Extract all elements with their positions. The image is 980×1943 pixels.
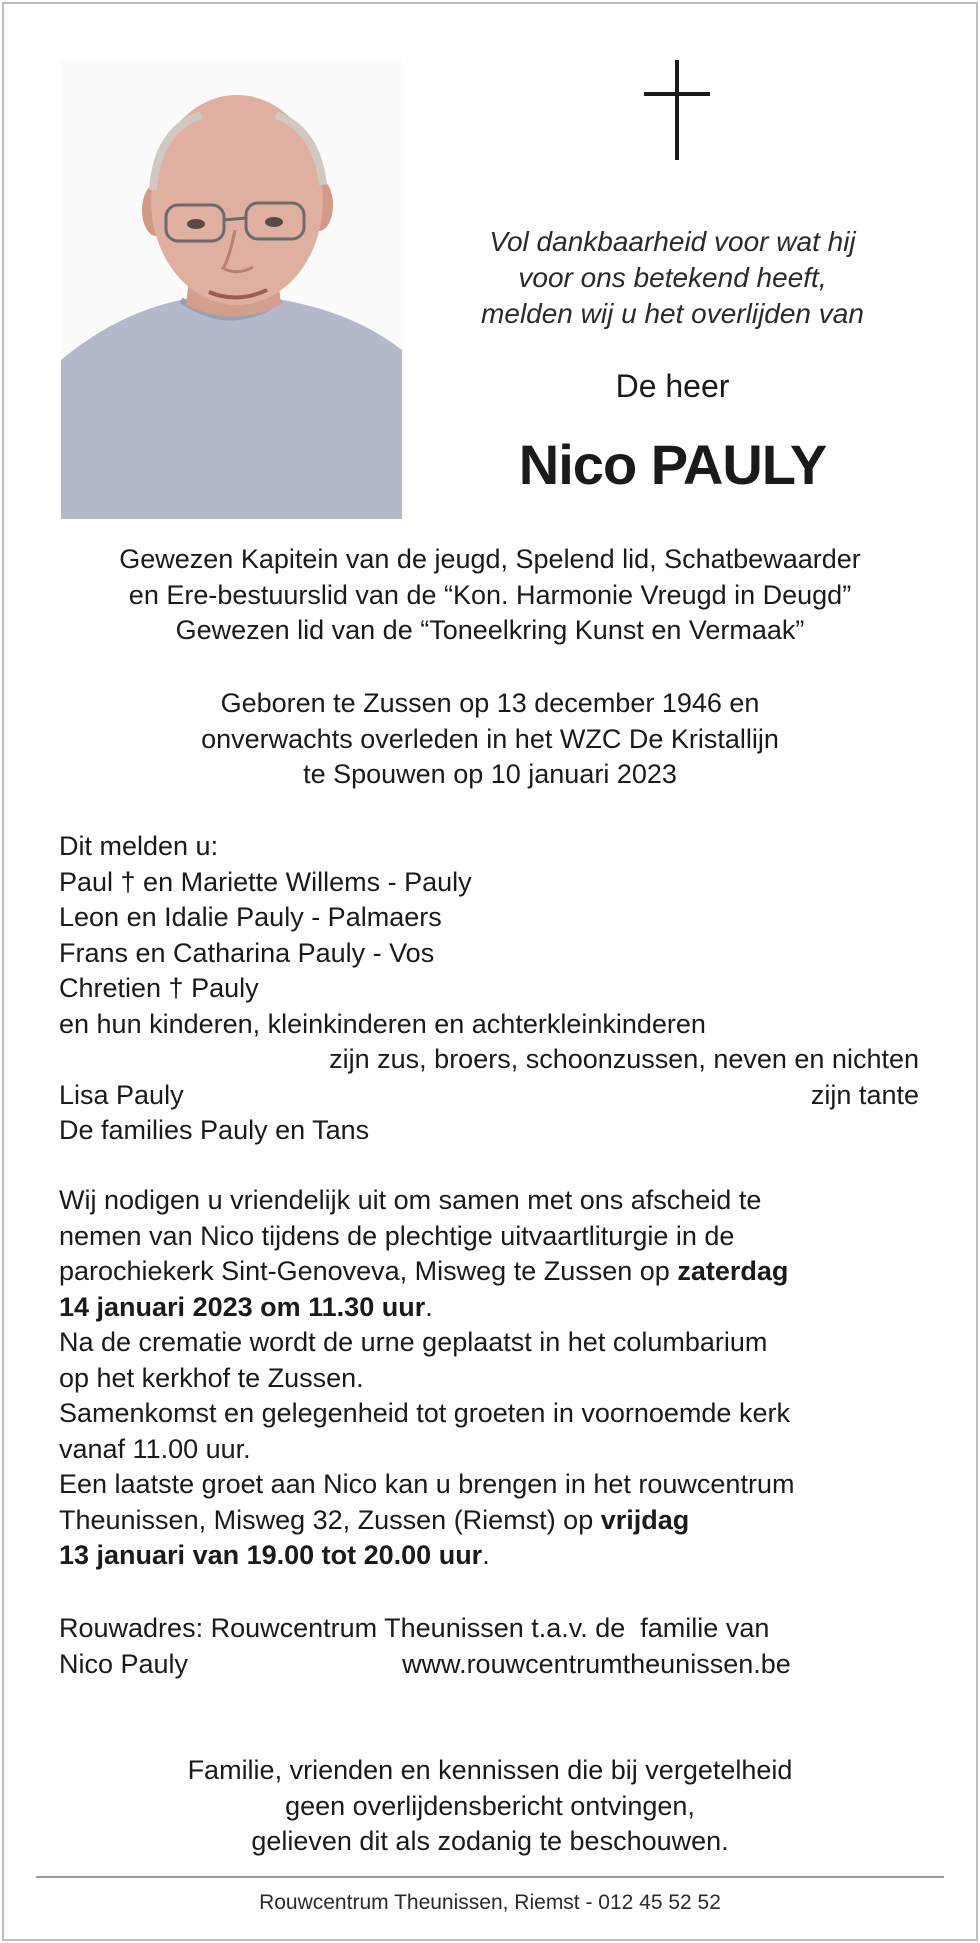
closing-section xyxy=(40,1753,940,1860)
service-line: op het kerkhof te Zussen. xyxy=(59,1362,364,1393)
address-line: Rouwadres: Rouwcentrum Theunissen t.a.v. de familie van xyxy=(59,1613,770,1643)
aunt-row xyxy=(59,1078,919,1114)
service-line: Na de crematie wordt de urne geplaatst in het columbarium xyxy=(59,1327,768,1357)
footer: Rouwcentrum Theunissen, Riemst - 012 45 52 52 xyxy=(259,1891,721,1914)
intro-line: voor ons betekend heeft, xyxy=(518,262,827,293)
birth-death-section xyxy=(40,686,940,793)
service-line xyxy=(59,1254,929,1290)
portrait-photo xyxy=(61,60,402,519)
family-member: Frans en Catharina Pauly - Vos xyxy=(59,937,435,968)
aunt-name: Lisa Pauly xyxy=(59,1079,184,1110)
service-line xyxy=(59,1290,929,1326)
title-line: Gewezen lid van de “Toneelkring Kunst en Vermaak” xyxy=(175,615,805,645)
families-line: De families Pauly en Tans xyxy=(59,1115,370,1145)
birth-line: onverwachts overleden in het WZC De Kristallijn xyxy=(201,723,779,754)
cross-icon xyxy=(644,60,710,160)
intro-line: Vol dankbaarheid voor wat hij xyxy=(489,226,856,257)
deceased-name: Nico PAULY xyxy=(518,433,827,496)
address-name: Nico Pauly xyxy=(59,1648,189,1679)
family-member: Paul † en Mariette Willems - Pauly xyxy=(59,866,472,897)
closing-line: gelieven dit als zodanig te beschouwen. xyxy=(251,1826,729,1856)
intro-line: melden wij u het overlijden van xyxy=(481,298,864,329)
title-line: en Ere-bestuurslid van de “Kon. Harmonie Vreugd in Deugd” xyxy=(128,579,852,610)
intro-text xyxy=(430,224,915,332)
service-text: Theunissen, Misweg 32, Zussen (Riemst) op xyxy=(59,1504,601,1535)
service-line: Wij nodigen u vriendelijk uit om samen met ons afscheid te xyxy=(59,1185,762,1215)
visit-datetime: 13 januari van 19.00 tot 20.00 uur xyxy=(59,1540,483,1570)
service-line xyxy=(59,1503,929,1539)
closing-line: geen overlijdensbericht ontvingen, xyxy=(285,1790,695,1821)
address-row xyxy=(59,1647,919,1683)
service-line: Een laatste groet aan Nico kan u brengen in het rouwcentrum xyxy=(59,1469,795,1499)
visit-day: vrijdag xyxy=(600,1504,690,1535)
service-line: vanaf 11.00 uur. xyxy=(59,1433,251,1464)
siblings-role: zijn zus, broers, schoonzussen, neven en nichten xyxy=(329,1044,919,1074)
funeral-day: zaterdag xyxy=(677,1256,789,1286)
funeral-datetime: 14 januari 2023 om 11.30 uur xyxy=(59,1291,426,1322)
address-section xyxy=(59,1611,919,1682)
service-section xyxy=(59,1183,929,1574)
family-member: Chretien † Pauly xyxy=(59,973,259,1003)
birth-line: te Spouwen op 10 januari 2023 xyxy=(303,759,677,789)
divider xyxy=(36,1876,944,1878)
closing-line: Familie, vrienden en kennissen die bij vergetelheid xyxy=(187,1755,793,1785)
service-line xyxy=(59,1538,929,1574)
service-text: parochiekerk Sint-Genoveva, Misweg te Zussen op xyxy=(59,1256,678,1286)
family-member: en hun kinderen, kleinkinderen en achterkleinkinderen xyxy=(59,1008,706,1039)
birth-line: Geboren te Zussen op 13 december 1946 en xyxy=(220,688,760,718)
titles-section xyxy=(40,542,940,649)
service-line: nemen van Nico tijdens de plechtige uitvaartliturgie in de xyxy=(59,1220,735,1251)
title-line: Gewezen Kapitein van de jeugd, Spelend lid, Schatbewaarder xyxy=(119,544,861,574)
service-line: Samenkomst en gelegenheid tot groeten in voornoemde kerk xyxy=(59,1398,790,1428)
period: . xyxy=(425,1291,433,1322)
period: . xyxy=(482,1540,490,1570)
website-link[interactable]: www.rouwcentrumtheunissen.be xyxy=(402,1648,791,1679)
family-section xyxy=(59,829,919,1149)
salutation: De heer xyxy=(615,368,730,404)
aunt-role: zijn tante xyxy=(810,1079,919,1110)
family-member: Leon en Idalie Pauly - Palmaers xyxy=(59,902,442,932)
family-heading: Dit melden u: xyxy=(59,831,219,861)
